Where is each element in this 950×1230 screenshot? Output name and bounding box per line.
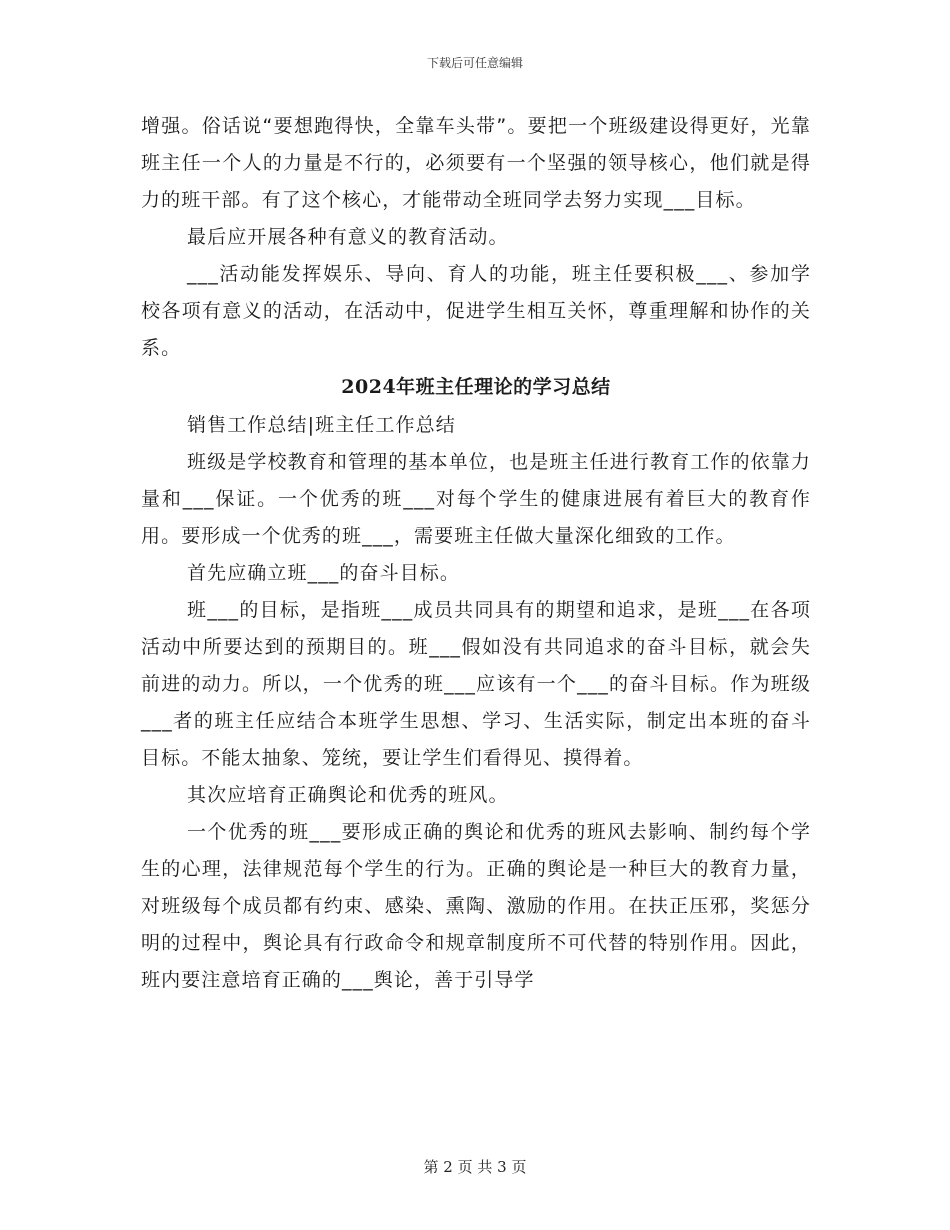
paragraph: 增强。俗话说“要想跑得快，全靠车头带”。要把一个班级建设得更好，光靠班主任一个人的力量是不行的，必须要有一个坚强的领导核心，他们就是得力的班干部。有了这个核心，才能带动全班同学去努力实现___目标。 [141, 115, 811, 211]
paragraph: 一个优秀的班___要形成正确的舆论和优秀的班风去影响、制约每个学生的心理，法律规范每个学生的行为。正确的舆论是一种巨大的教育力量，对班级每个成员都有约束、感染、熏陶、激励的作用。在扶正压邪，奖惩分明的过程中，舆论具有行政命令和规章制度所不可代替的特别作用。因此，班内要注意培育正确的___舆论，善于引导学 [141, 821, 811, 991]
paragraph: 首先应确立班___的奋斗目标。 [187, 562, 461, 584]
article-category: 销售工作总结|班主任工作总结 [187, 414, 456, 436]
article-title: 2024年班主任理论的学习总结 [341, 376, 611, 398]
paragraph: 班___的目标，是指班___成员共同具有的期望和追求，是班___在各项活动中所要达到的预期目的。班___假如没有共同追求的奋斗目标，就会失前进的动力。所以，一个优秀的班___应该有一个___的奋斗目标。作为班级___者的班主任应结合本班学生思想、学习、生活实际，制定出本班的奋斗目标。不能太抽象、笼统，要让学生们看得见、摸得着。 [141, 599, 811, 769]
page-header: 下载后可任意编辑 [426, 56, 523, 70]
paragraph: ___活动能发挥娱乐、导向、育人的功能，班主任要积极___、参加学校各项有意义的活动，在活动中，促进学生相互关怀，尊重理解和协作的关系。 [141, 263, 811, 359]
paragraph: 最后应开展各种有意义的教育活动。 [187, 226, 509, 248]
paragraph: 班级是学校教育和管理的基本单位，也是班主任进行教育工作的依靠力量和___保证。一个优秀的班___对每个学生的健康进展有着巨大的教育作用。要形成一个优秀的班___，需要班主任做大量深化细致的工作。 [141, 451, 811, 547]
paragraph: 其次应培育正确舆论和优秀的班风。 [187, 784, 509, 806]
document-body [141, 108, 811, 999]
page-number: 第 2 页 共 3 页 [423, 1158, 527, 1176]
